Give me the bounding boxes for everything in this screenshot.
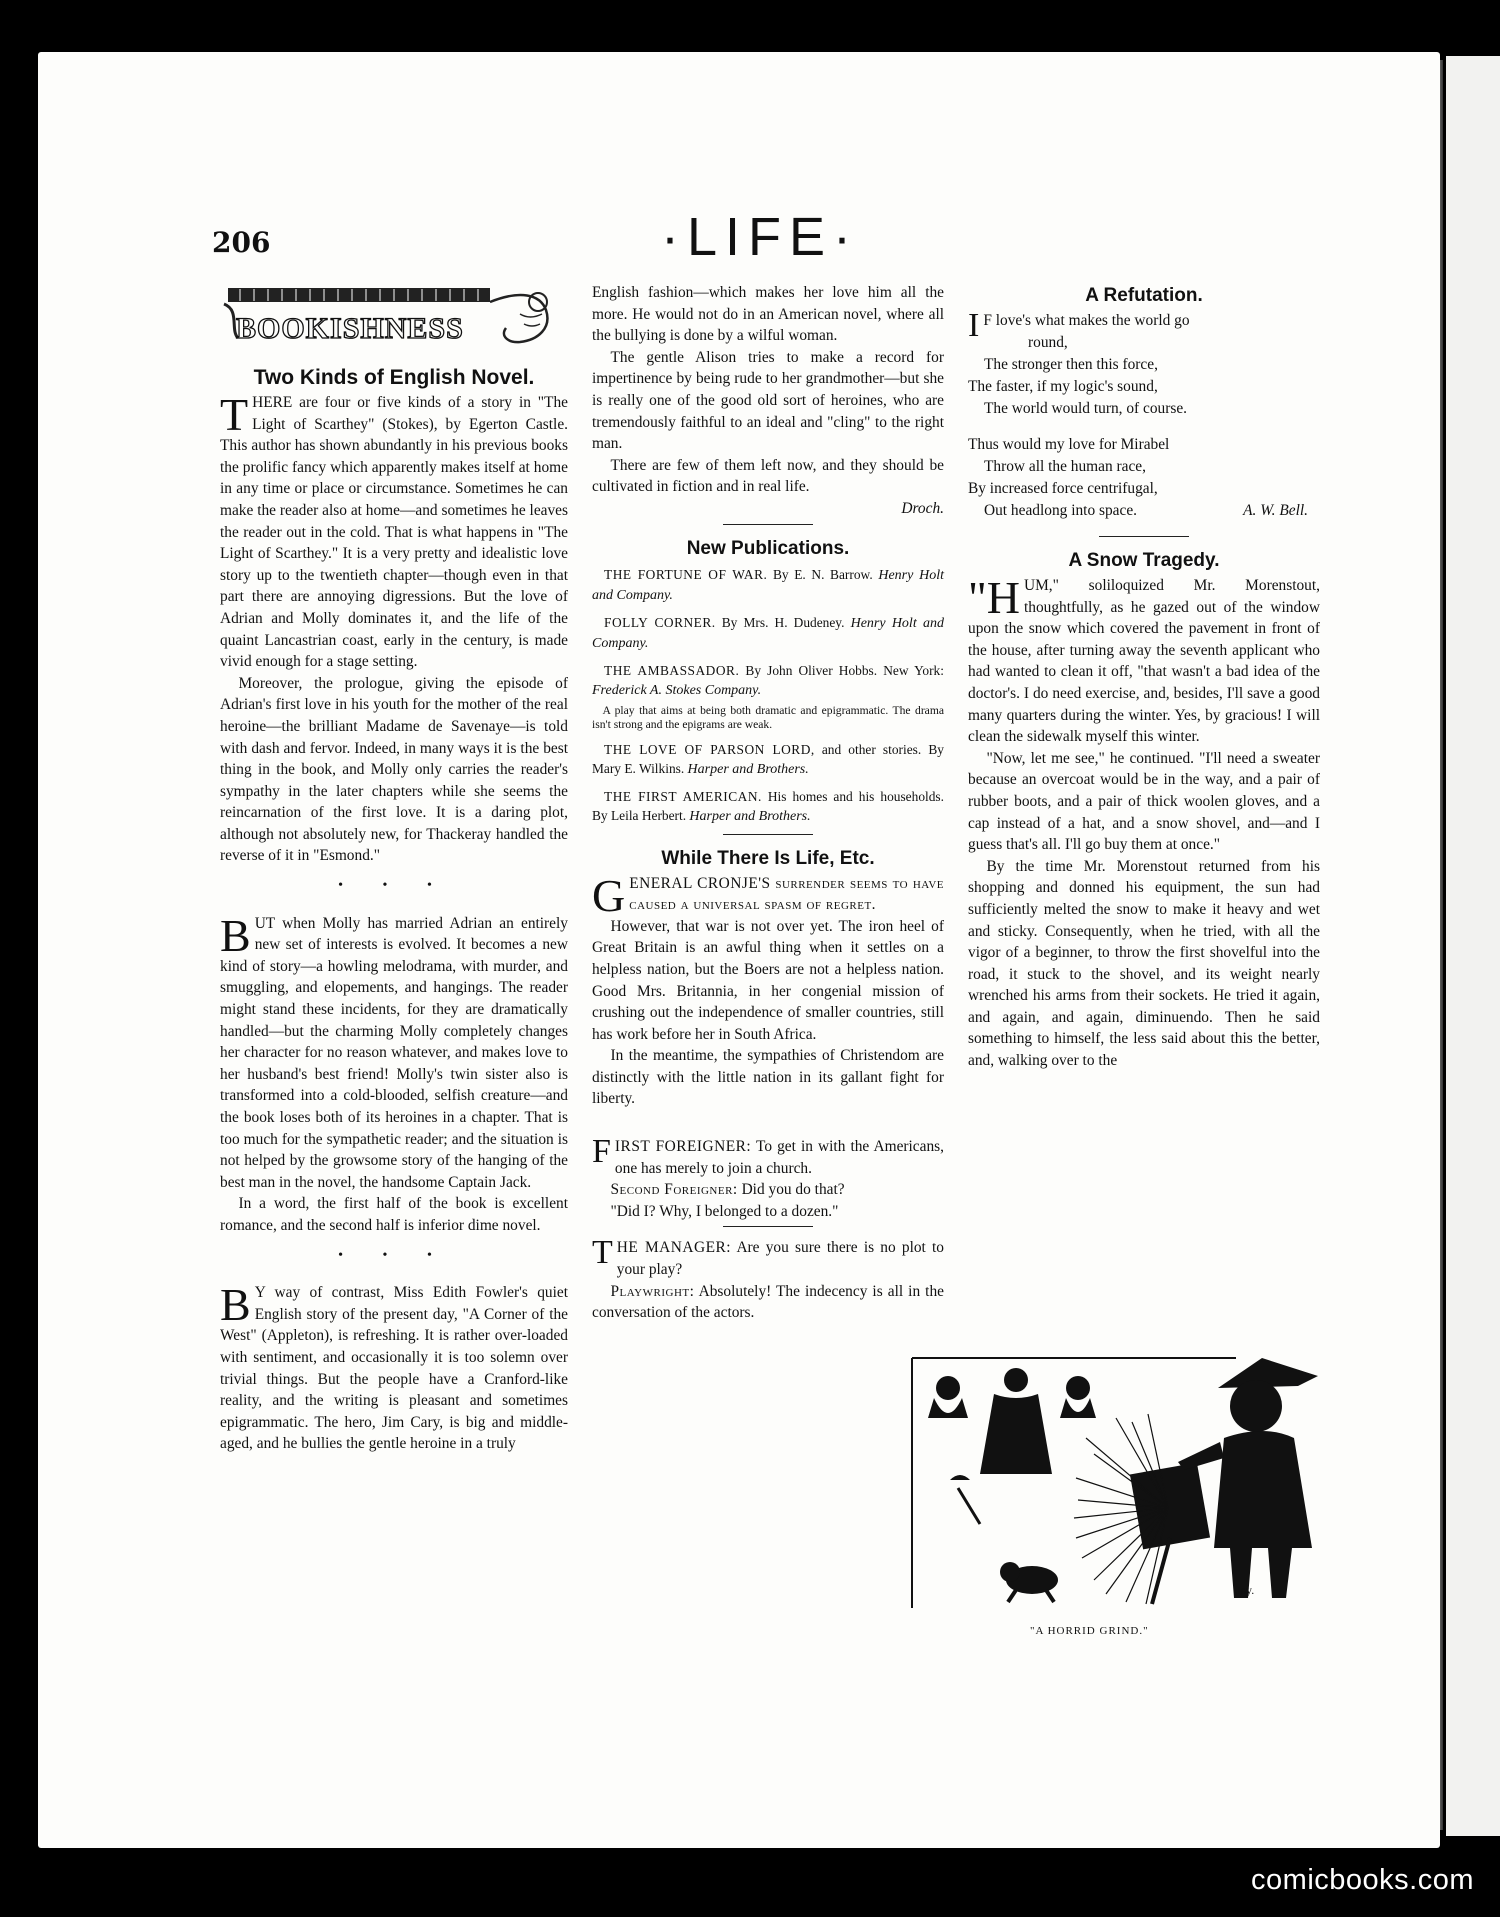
cartoon-illustration	[906, 1318, 1320, 1608]
divider	[1099, 536, 1189, 537]
publication-entry: THE FORTUNE OF WAR. By E. N. Barrow. Henry Holt and Company.	[592, 566, 944, 603]
paragraph: The gentle Alison tries to make a record for impertinence by being rude to her grandmother—but she is really one of the good old sort of heroines, who are tremendously faithful to an ideal and "cling" to the right man.	[592, 348, 944, 453]
divider	[723, 524, 813, 525]
heading-snow-tragedy: A Snow Tragedy.	[1068, 550, 1220, 571]
publication-note: A play that aims at being both dramatic and epigrammatic. The drama isn't strong and the epigrams are weak.	[592, 703, 944, 731]
cartoon-signature: Jay.	[1236, 1583, 1255, 1597]
heading-new-publications: New Publications.	[686, 537, 850, 559]
banner-title: BOOKISHNESS	[236, 312, 464, 345]
paragraph	[592, 869, 944, 921]
paragraph-text: UT when Molly has married Adrian an entirely new set of interests is evolved. It becomes a new kind of story—a howling melodrama, with murder, and smuggling, and elopements, and hangings. The reader might stand these incidents, for they are dramatically handled—but the charming Molly completely changes her character for no reason whatever, and makes love to her husband's best friend! Molly's twin sister also is transformed into a cold-blooded, selfish creature—and the book loses both of its heroines in a chapter. That is too much for the sympathetic reader; and the situation is not helped by the growsome story of the hanging of the best man in the novel, the handsome Captain Jack.	[220, 914, 568, 1191]
bookishness-banner	[220, 280, 572, 352]
poem-line: By increased force centrifugal,	[968, 480, 1158, 497]
drop-cap: "H	[968, 572, 1020, 623]
drop-cap: F	[592, 1133, 611, 1171]
paragraph: In the meantime, the sympathies of Christendom are distinctly with the little nation in its gallant fight for liberty.	[592, 1047, 944, 1108]
poem-line: Throw all the human race,	[984, 458, 1146, 475]
drop-cap: I	[968, 307, 980, 344]
publication-entry: FOLLY CORNER. By Mrs. H. Dudeney. Henry Holt and Company.	[592, 614, 944, 651]
publication-entry: THE AMBASSADOR. By John Oliver Hobbs. New York: Frederick A. Stokes Company.	[592, 662, 944, 698]
next-page-edge	[1446, 56, 1500, 1836]
paragraph: Moreover, the prologue, giving the episode of Adrian's first love in his youth for the mother of the real heroine—the brilliant Madame de Savenaye—is told with dash and fervor. Indeed, in many ways it is the best thing in the book, and Molly only carries the reader's sympathy in the later chapters while she seems the reincarnation of the first love. It is a daring plot, although not absolutely new, for Thackeray handled the reverse of it in "Esmond."	[220, 674, 568, 865]
paragraph: "Now, let me see," he continued. "I'll need a sweater because an overcoat would be in the way, and a pair of rubber boots, and a pair of thick woolen gloves, and a cap instead of a hat, and a snow shovel, and—and I guess that's all. I'll go buy them at once."	[968, 749, 1320, 854]
paragraph: English fashion—which makes her love him all the more. He would not do in an American novel, where all the bullying is done by a wilful woman.	[592, 284, 944, 345]
drop-cap: T	[220, 389, 249, 440]
paragraph	[220, 909, 568, 1194]
divider	[723, 834, 813, 835]
drop-cap: B	[220, 909, 251, 961]
heading-two-kinds: Two Kinds of English Novel.	[253, 366, 535, 389]
poem	[968, 307, 1320, 522]
signature-droch: Droch.	[901, 499, 944, 517]
poem-line: I F love's what makes the world go	[968, 307, 1190, 344]
paragraph: THE MANAGER: Are you sure there is no plot to your play?	[592, 1234, 944, 1279]
poem-signature: A. W. Bell.	[1243, 502, 1308, 519]
poem-line: The faster, if my logic's sound,	[968, 378, 1158, 395]
paragraph: There are few of them left now, and they should be cultivated in fiction and in real life.	[592, 456, 944, 496]
paragraph: "Did I? Why, I belonged to a dozen."	[610, 1202, 839, 1220]
paragraph: In a word, the first half of the book is excellent romance, and the second half is inferior dime novel.	[220, 1195, 568, 1234]
column-3	[968, 282, 1320, 1072]
cartoon-caption: "A HORRID GRIND."	[1030, 1625, 1149, 1637]
heading-while-there-is-life: While There Is Life, Etc.	[661, 847, 875, 869]
paragraph: By the time Mr. Morenstout returned from his shopping and donned his equipment, the sun had sufficiently melted the snow to make it heavy and wet and sticky. Consequently, when he tried, with all the vigor of a beginner, to throw the first shovelful into the road, it stuck to the shovel, and its weight nearly wrenched his arms from their sockets. He tried it again, and again, and again, diminuendo. Then he said something to himself, the less said about this the better, and, walking over to the	[968, 857, 1320, 1070]
masthead: ·LIFE·	[660, 207, 859, 267]
drop-cap: G	[592, 869, 626, 921]
poem-line: The world would turn, of course.	[984, 400, 1188, 417]
column-1	[220, 280, 568, 1455]
paragraph	[968, 572, 1320, 748]
section-dots: • • •	[338, 1247, 450, 1263]
paragraph-text: Y way of contrast, Miss Edith Fowler's quiet English story of the present day, "A Corner of the West" (Appleton), is refreshing. It is rather over-loaded with sentiment, and occasionally it is too solemn over trivial things. But the people have a Cranford-like reality, and the writing is pleasant and sometimes epigrammatic. The hero, Jim Cary, is big and middle-aged, and he bullies the gentle heroine in a truly	[220, 1284, 568, 1453]
paragraph	[220, 1279, 568, 1455]
banner-art	[220, 280, 572, 352]
paragraph	[220, 389, 568, 673]
watermark: comicbooks.com	[1251, 1864, 1474, 1896]
paragraph-text: ENERAL CRONJE'S surrender seems to have caused a universal spasm of regret.	[629, 874, 944, 914]
paragraph: However, that war is not over yet. The iron heel of Great Britain is an awful thing when it settles on a helpless nation, but the Boers are not a helpless nation. Good Mrs. Britannia, in her congenial mission of crushing out the independence of smaller countries, still has work before her in South Africa.	[592, 917, 944, 1043]
divider	[723, 1226, 813, 1227]
poem-line: round,	[1028, 334, 1068, 351]
drop-cap: T	[592, 1234, 613, 1272]
publication-entry: THE LOVE OF PARSON LORD, and other stories. By Mary E. Wilkins. Harper and Brothers.	[592, 741, 944, 777]
poem-line: Out headlong into space. A. W. Bell.	[968, 500, 1320, 522]
paragraph: Playwright: Absolutely! The indecency is all in the conversation of the actors.	[592, 1282, 944, 1322]
publication-entry: THE FIRST AMERICAN. His homes and his households. By Leila Herbert. Harper and Brothers.	[592, 788, 944, 824]
paragraph-text: UM," soliloquized Mr. Morenstout, thoughtfully, as he gazed out of the window upon the snow which covered the pavement in front of the house, after turning away the seventh applicant who had wanted to clean it off, "that wasn't a bad idea of the doctor's. I do need exercise, and, besides, I'll save a good many quarters during the winter. Yes, by gracious! I will clean the sidewalk myself this winter.	[968, 577, 1320, 746]
column-2	[592, 282, 944, 1324]
paragraph: Second Foreigner: Did you do that?	[610, 1181, 845, 1199]
poem-line: The stronger then this force,	[984, 356, 1158, 373]
drop-cap: B	[220, 1279, 251, 1331]
heading-refutation: A Refutation.	[1085, 285, 1203, 306]
page-number: 206	[212, 226, 271, 259]
poem-line: Thus would my love for Mirabel	[968, 436, 1170, 453]
section-dots: • • •	[338, 878, 450, 894]
paragraph: FIRST FOREIGNER: To get in with the Americans, one has merely to join a church.	[592, 1133, 945, 1177]
paragraph-text: HERE are four or five kinds of a story in "The Light of Scarthey" (Stokes), by Egerton Castle. This author has shown abundantly in his previous books the prolific fancy which apparently makes itself at home in any time or place or circumstance. Sometimes he can make the reader also at home—and sometimes he leaves the reader out in the cold. That is what happens in "The Light of Scarthey." It is a very pretty and idealistic love story up to the twentieth chapter—though even in that part there are annoying digressions. But the love of Adrian and Molly dominates it, and the life of the quaint Lancastrian coast, early in the century, is made vivid enough for a stage setting.	[220, 394, 568, 671]
